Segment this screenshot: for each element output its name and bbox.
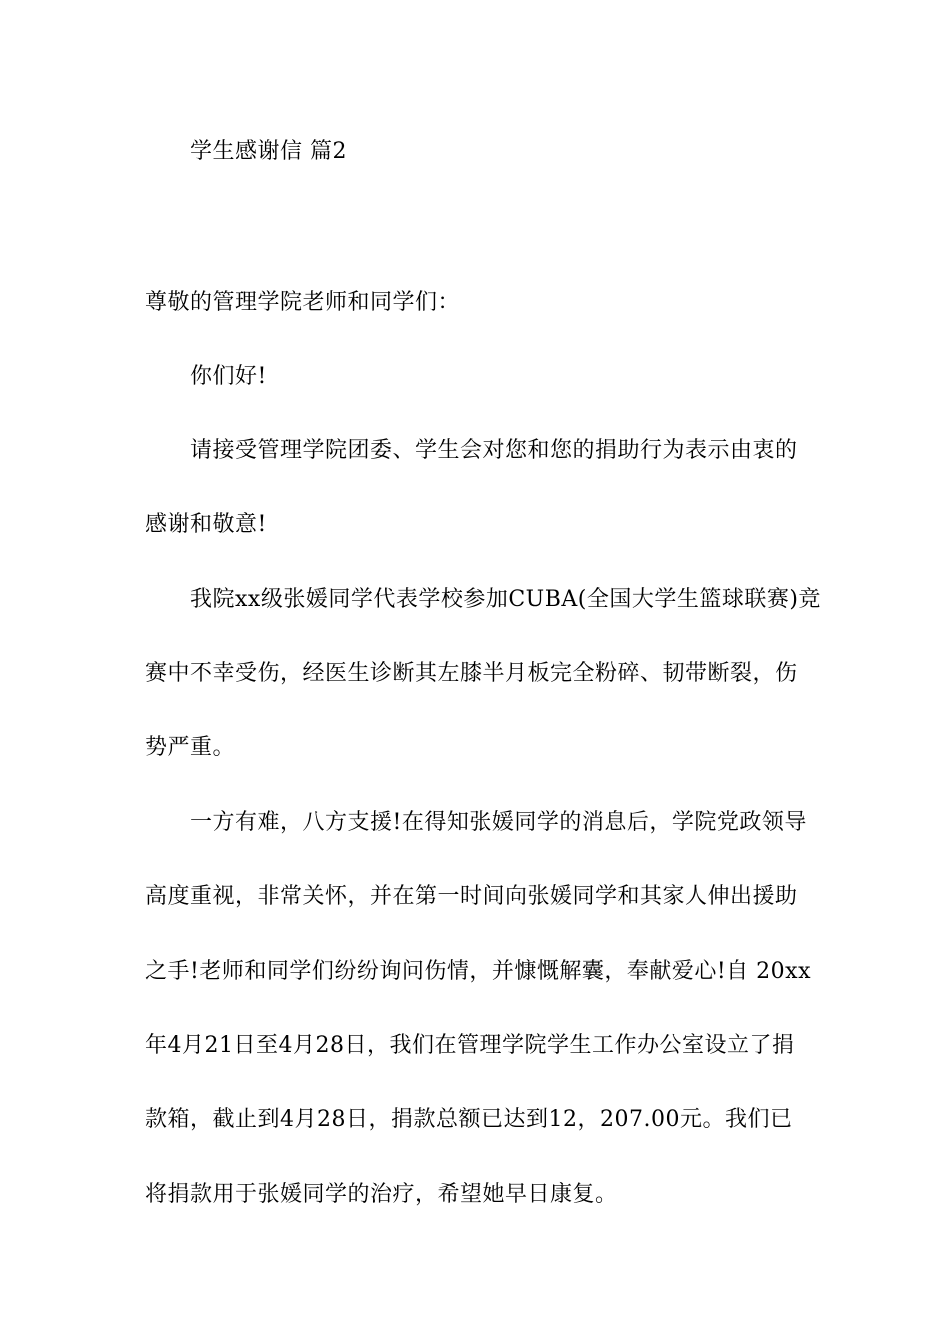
document-title: 学生感谢信 篇2 — [190, 139, 347, 164]
paragraph-2-line-1: 我院xx级张媛同学代表学校参加CUBA(全国大学生篮球联赛)竞 — [190, 587, 821, 612]
paragraph-2-line-2: 赛中不幸受伤，经医生诊断其左膝半月板完全粉碎、韧带断裂，伤 — [145, 661, 798, 686]
salutation: 尊敬的管理学院老师和同学们： — [145, 290, 461, 315]
greeting: 你们好! — [190, 364, 267, 389]
paragraph-3-line-5: 款箱，截止到4月28日，捐款总额已达到12，207.00元。我们已 — [145, 1107, 793, 1132]
paragraph-1-line-2: 感谢和敬意! — [145, 512, 267, 537]
paragraph-3-line-3: 之手!老师和同学们纷纷询问伤情，并慷慨解囊，奉献爱心!自 20xx — [145, 959, 811, 984]
paragraph-3-line-6: 将捐款用于张媛同学的治疗，希望她早日康复。 — [145, 1182, 618, 1207]
paragraph-1-line-1: 请接受管理学院团委、学生会对您和您的捐助行为表示由衷的 — [190, 438, 798, 463]
paragraph-2-line-3: 势严重。 — [145, 735, 236, 760]
paragraph-3-line-2: 高度重视，非常关怀，并在第一时间向张媛同学和其家人伸出援助 — [145, 884, 798, 909]
paragraph-3-line-4: 年4月21日至4月28日，我们在管理学院学生工作办公室设立了捐 — [145, 1033, 795, 1058]
paragraph-3-line-1: 一方有难，八方支援!在得知张媛同学的消息后，学院党政领导 — [190, 810, 807, 835]
